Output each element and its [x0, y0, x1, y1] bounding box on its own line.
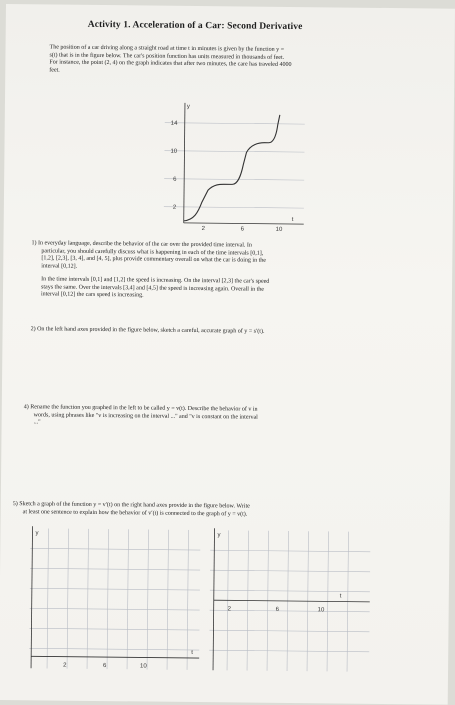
- right-axes-graph: [199, 520, 391, 692]
- y-tick-label: 2: [172, 204, 177, 211]
- x-tick-label: 6: [103, 663, 107, 670]
- x-tick-label: 2: [63, 662, 67, 669]
- question-4-line: ...": [33, 419, 41, 426]
- x-axis-label: t: [191, 649, 193, 656]
- question-4-line: 4) Rename the function you graphed in the left to be called y = v(t). Describe the behavior of v in: [23, 404, 258, 413]
- question-4: [24, 404, 434, 431]
- y-tick-label: 10: [170, 148, 178, 155]
- x-tick-label: 6: [240, 226, 245, 233]
- y-tick-label: 6: [173, 176, 177, 183]
- x-axis: [214, 600, 370, 602]
- y-axis-label: y: [186, 103, 190, 110]
- question-2: 2) On the left hand axes provided in the figure below, sketch a careful, accurate graph of y = s′(t).: [30, 326, 265, 335]
- y-axis-label: y: [217, 532, 221, 539]
- x-axis-label: t: [291, 217, 294, 224]
- intro-paragraph: [49, 44, 419, 78]
- question-1-line: particular, you should carefully discuss what is happening in each of the time intervals [0,1],: [41, 247, 264, 257]
- answer-1-line: stays the same. Over the intervals [3,4] and [4,5] the speed is increasing again. Overall in the: [41, 283, 264, 293]
- left-axes-graph: [19, 518, 211, 690]
- answer-1-line: interval [0,12] the cars speed is increasing.: [40, 291, 144, 299]
- y-axis: [31, 526, 32, 668]
- y-axis: [184, 103, 185, 223]
- x-tick-label: 2: [227, 606, 232, 613]
- position-graph: [164, 98, 315, 235]
- x-tick-label: 10: [140, 663, 147, 670]
- x-tick-label: 2: [201, 226, 206, 233]
- x-tick-label: 10: [317, 607, 325, 614]
- intro-line: For instance, the point (2, 4) on the graph indicates that after two minutes, the care has traveled 4000: [49, 59, 292, 69]
- worksheet-page: [0, 4, 455, 705]
- y-tick-label: 14: [170, 120, 178, 127]
- x-axis-label: t: [339, 593, 342, 600]
- question-1-line: [1,2], [2,3], [3, 4], and [4, 5], plus provide commentary overall on what the car is doing in the: [41, 255, 266, 264]
- question-1: [31, 240, 426, 275]
- question-1-line: 1) In everyday language, describe the behavior of the car over the provided time interval. In: [31, 240, 252, 249]
- y-axis-label: y: [35, 530, 39, 537]
- x-tick-label: 10: [275, 226, 283, 233]
- intro-line: The position of a car driving along a straight road at time t in minutes is given by the function y =: [49, 44, 285, 53]
- answer-1-line: In the time intervals [0,1] and [1,2] the speed is increasing. On the interval [2,3] the car's speed: [41, 276, 270, 285]
- question-1-line: interval [0,12].: [41, 263, 78, 270]
- page-title: Activity 1. Acceleration of a Car: Second Derivative: [87, 19, 303, 33]
- answer-1: [41, 276, 426, 303]
- intro-line: s(t) that is in the figure below. The car's position function has units measured in thousands of feet.: [49, 52, 285, 61]
- position-curve: [184, 114, 280, 222]
- y-axis: [213, 528, 214, 670]
- x-axis: [31, 656, 199, 658]
- x-axis: [184, 223, 304, 224]
- intro-line: feet.: [49, 67, 60, 74]
- question-5-line: at least one sentence to explain how the behavior of v′(t) is connected to the graph of y = v(t).: [22, 508, 248, 518]
- question-5-line: 5) Sketch a graph of the function y = v′(t) on the right hand axes provide in the figure below. Write: [12, 501, 250, 510]
- left-axes-grid: [29, 528, 200, 670]
- x-tick-label: 6: [275, 606, 280, 613]
- question-4-line: words, using phrases like "v is increasing on the interval ..." and "v is constant on the interval: [33, 411, 258, 421]
